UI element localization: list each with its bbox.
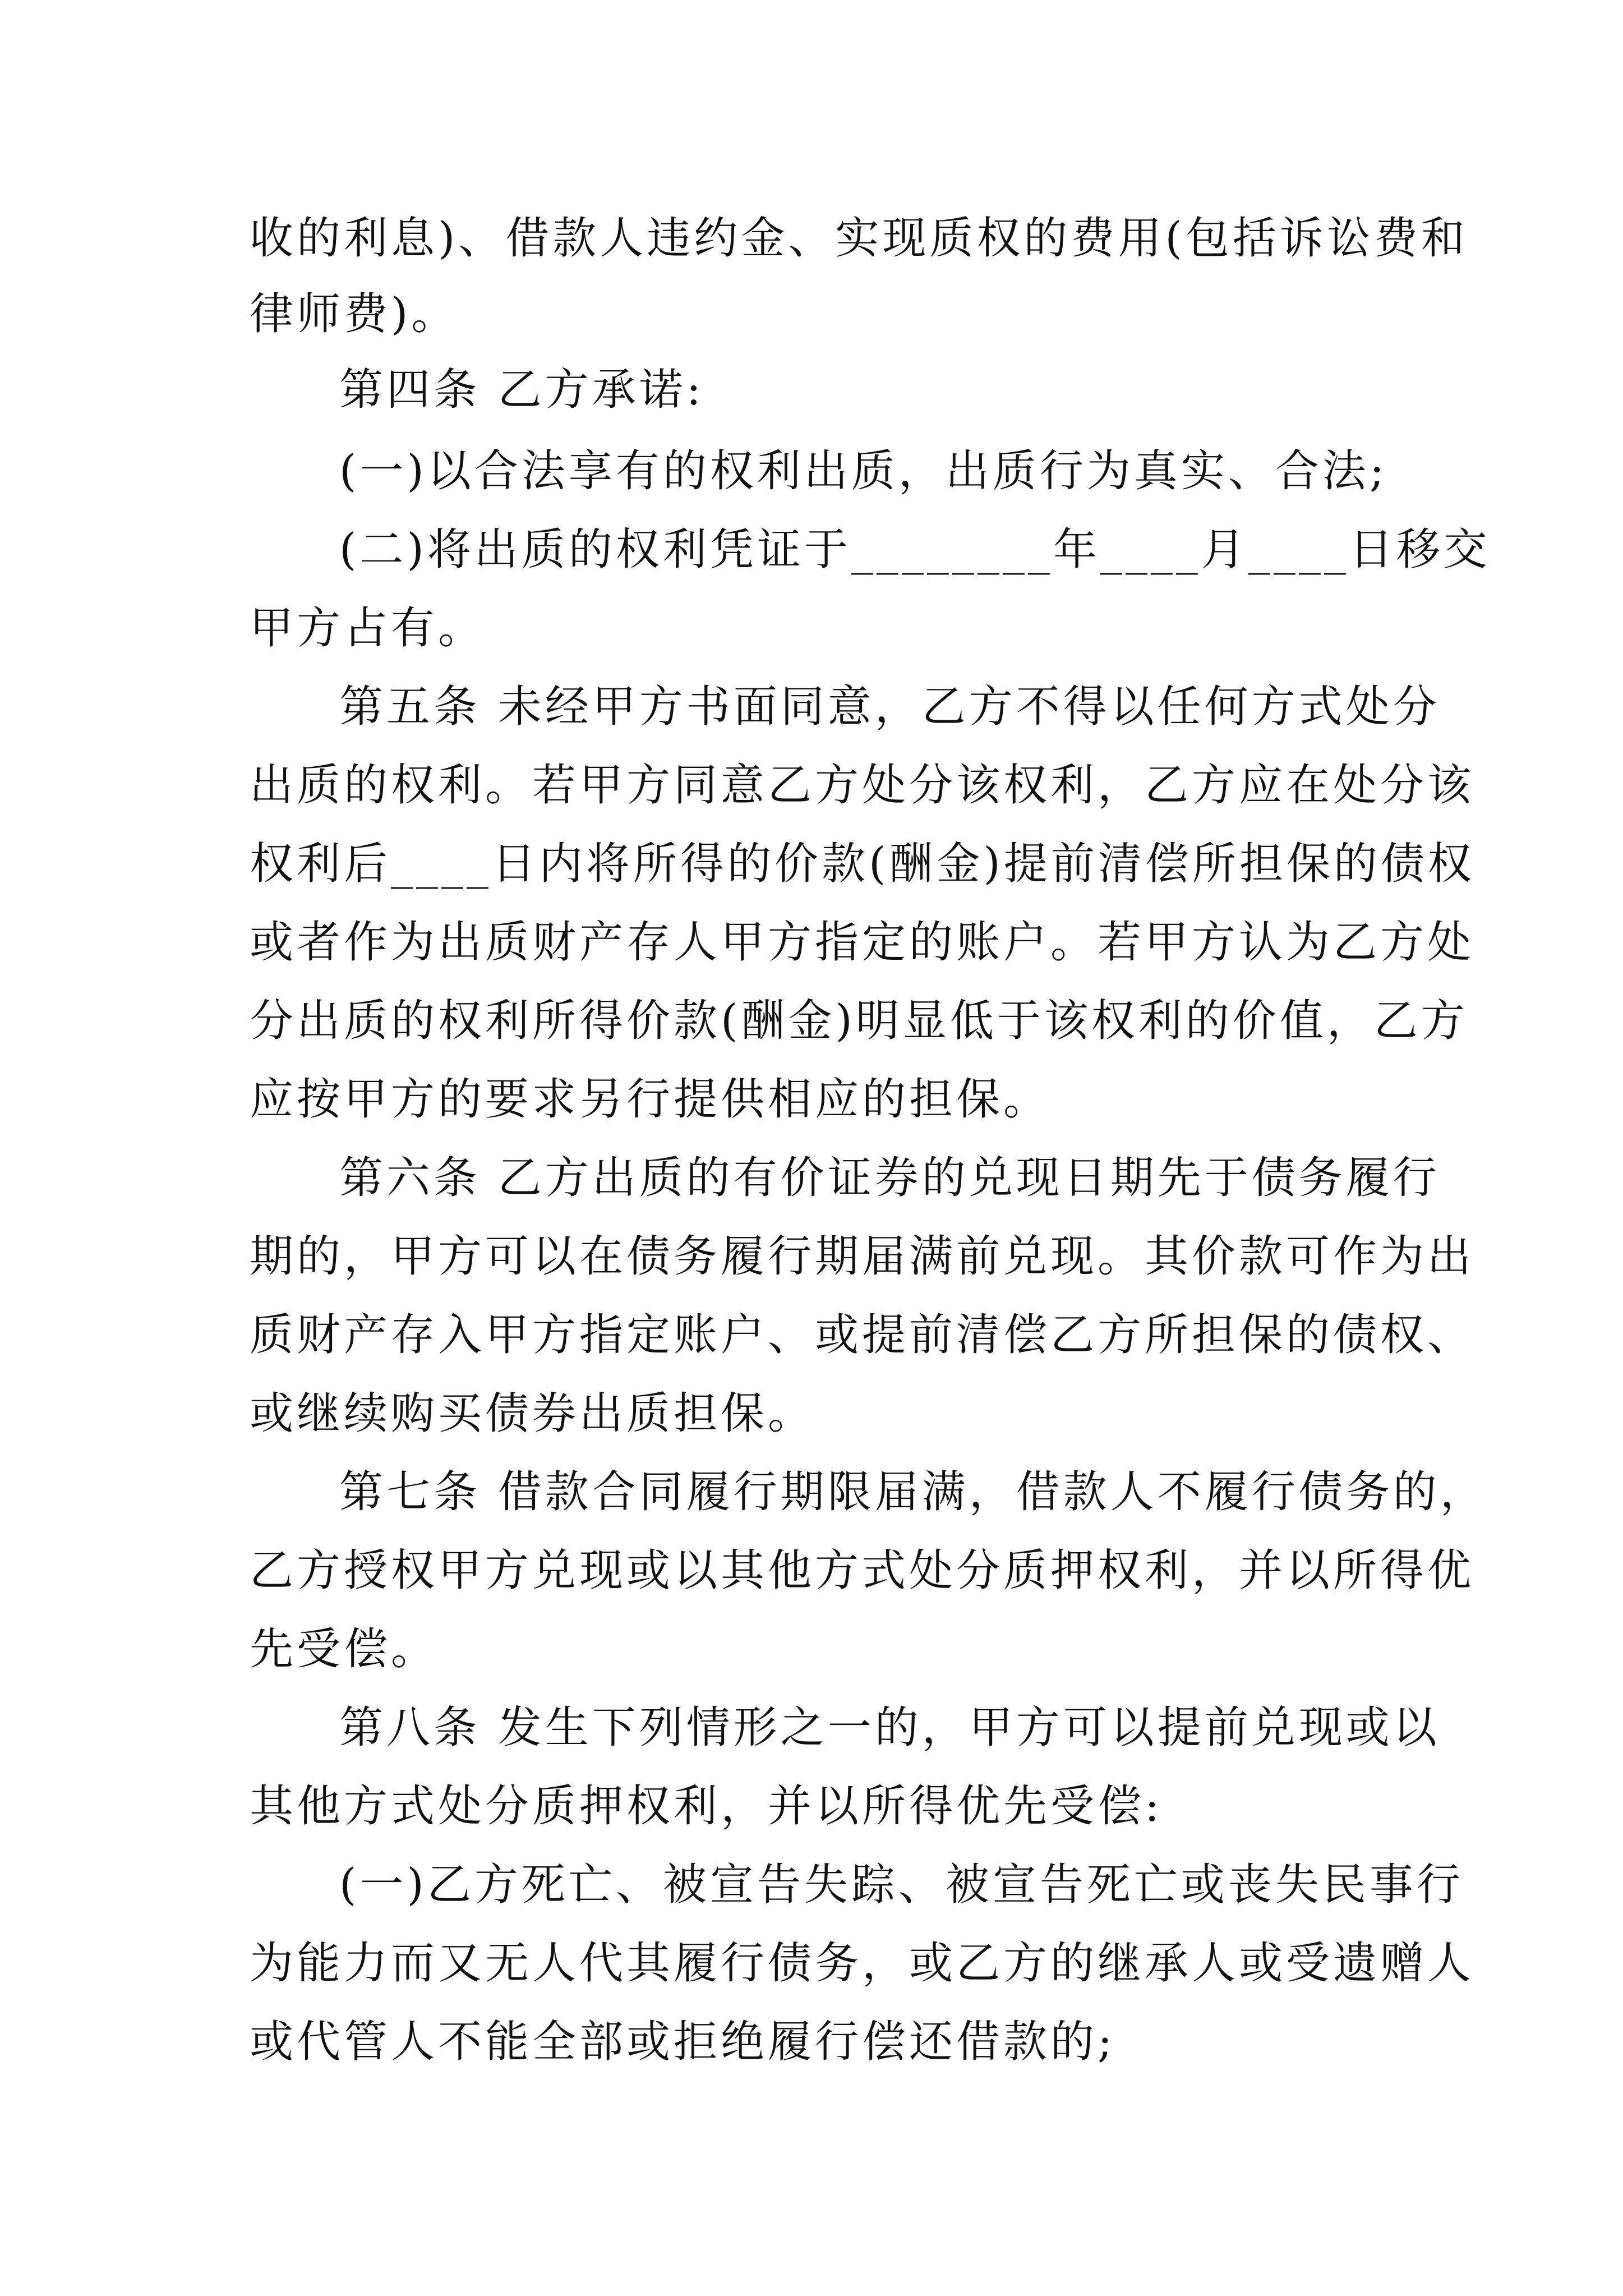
article-4-item-2: (二)将出质的权利凭证于________年____月____日移交 — [339, 524, 1491, 575]
article-5-line-6: 应按甲方的要求另行提供相应的担保。 — [250, 1074, 1051, 1125]
article-8-item-1-line-3: 或代管人不能全部或拒绝履行偿还借款的; — [250, 2017, 1116, 2067]
article-5-line-3: 权利后____日内将所得的价款(酬金)提前清偿所担保的债权 — [250, 839, 1475, 889]
article-8-item-1-line-1: (一)乙方死亡、被宣告失踪、被宣告死亡或丧失民事行 — [339, 1860, 1464, 1910]
article-6-line-2: 期的，甲方可以在债务履行期届满前兑现。其价款可作为出 — [250, 1231, 1475, 1282]
article-7-line-1: 第七条 借款合同履行期限届满，借款人不履行债务的， — [339, 1467, 1487, 1517]
article-6-line-3: 质财产存入甲方指定账户、或提前清偿乙方所担保的债权、 — [250, 1310, 1475, 1360]
article-6-line-1: 第六条 乙方出质的有价证券的兑现日期先于债务履行 — [339, 1153, 1440, 1203]
article-7-line-3: 先受偿。 — [250, 1624, 439, 1674]
article-5-line-5: 分出质的权利所得价款(酬金)明显低于该权利的价值，乙方 — [250, 996, 1468, 1046]
article-7-line-2: 乙方授权甲方兑现或以其他方式处分质押权利，并以所得优 — [250, 1545, 1475, 1596]
text-line-2: 律师费)。 — [250, 289, 459, 339]
article-5-line-2: 出质的权利。若甲方同意乙方处分该权利，乙方应在处分该 — [250, 760, 1475, 811]
article-4-heading: 第四条 乙方承诺: — [339, 365, 705, 415]
article-8-item-1-line-2: 为能力而又无人代其履行债务，或乙方的继承人或受遗赠人 — [250, 1938, 1475, 1989]
article-5-line-1: 第五条 未经甲方书面同意，乙方不得以任何方式处分 — [339, 682, 1440, 732]
text-line-1: 收的利息)、借款人违约金、实现质权的费用(包括诉讼费和 — [250, 213, 1468, 264]
article-5-line-4: 或者作为出质财产存人甲方指定的账户。若甲方认为乙方处 — [250, 917, 1475, 968]
article-4-item-1: (一)以合法享有的权利出质，出质行为真实、合法; — [339, 446, 1388, 496]
article-6-line-4: 或继续购买债券出质担保。 — [250, 1388, 815, 1439]
article-8-line-2: 其他方式处分质押权利，并以所得优先受偿: — [250, 1781, 1163, 1832]
article-8-line-1: 第八条 发生下列情形之一的，甲方可以提前兑现或以 — [339, 1703, 1440, 1753]
text-line-6: 甲方占有。 — [250, 603, 486, 654]
